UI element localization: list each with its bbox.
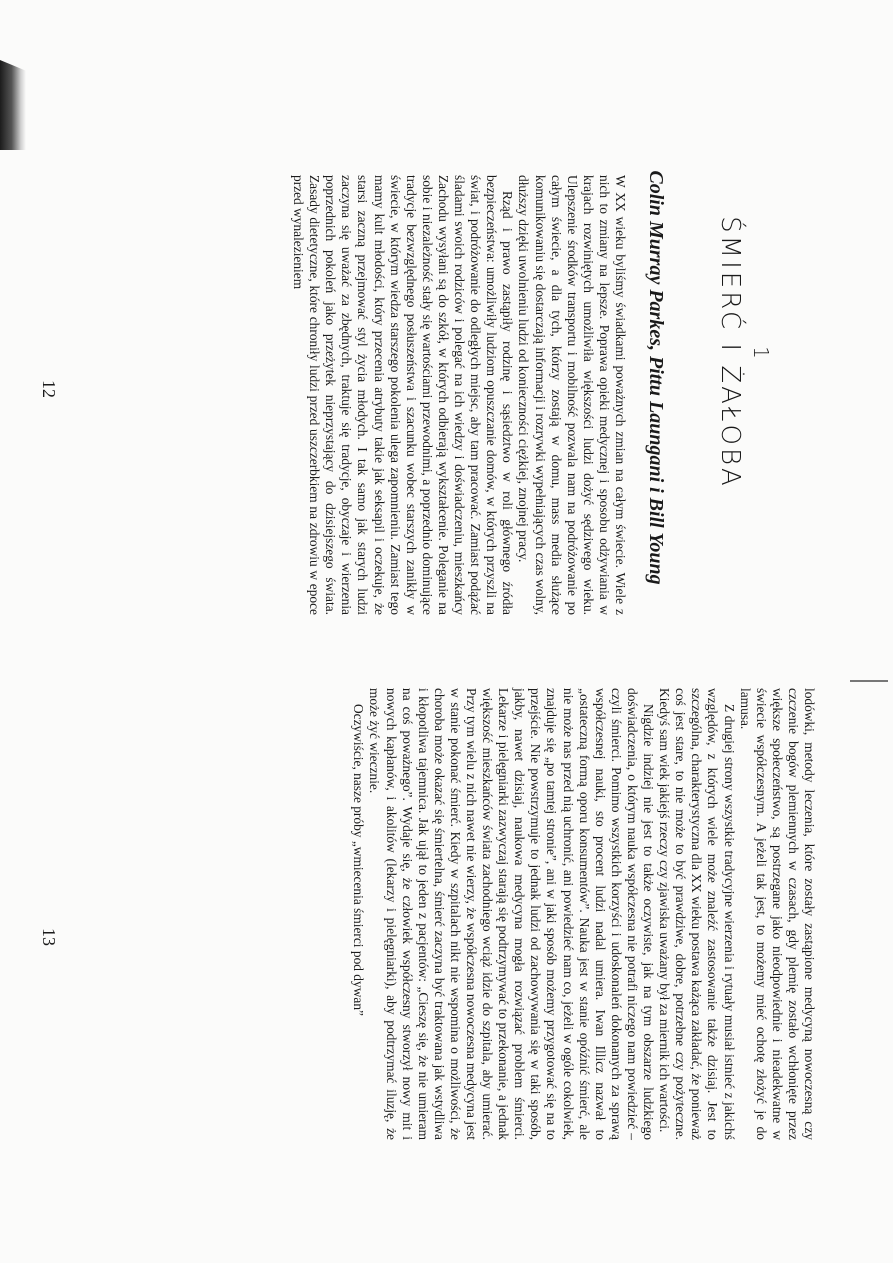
page-number-left: 12 xyxy=(39,380,59,398)
page-number-right: 13 xyxy=(39,928,59,946)
left-page-text xyxy=(290,175,628,615)
paragraph: lodówki, metody leczenia, które zostały zastąpione medycyną nowoczesną czy czczenie bogów plemiennych w czasach, gdy plemię zostało wchłonięte przez większe społeczeństwo, są postrzegane jako nieodpowiednie i nieadekwatne w świecie współczesnym. A jeżeli tak jest, to możemy mieć ochotę złożyć je do lamusa. xyxy=(737,688,817,1140)
paragraph: Oczywiście, nasze próby „wmiecenia śmierci pod dywan” xyxy=(351,704,367,1016)
paragraph: W XX wieku byliśmy świadkami poważnych zmian na całym świecie. Wiele z nich to zmiany na lepsze. Poprawa opieki medycznej i sposobu odżywiania w krajach rozwiniętych umożliwiła większości ludzi dożyć sędziwego wieku. Ulepszenie środków transportu i mobilność pozwala nam na podróżowanie po całym świecie, a dla tych, którzy zostają w domu, mass media służące komunikowaniu się dostarczają informacji i rozrywki wypełniających czas wolny, dłuższy dzięki uwolnieniu ludzi od konieczności ciężkiej, znojnej pracy. xyxy=(516,175,628,615)
right-page xyxy=(0,668,893,1228)
chapter-authors: Colin Murray Parkes, Pittu Laungani i Bill Young xyxy=(645,170,667,585)
paragraph: Z drugiej strony wszystkie tradycyjne wierzenia i rytuały musiał istnieć z jakichś względów, z których wiele może znaleźć zastosowanie także dzisiaj. Jest to szczególna, charakterystyczna dla XX wieku postawa każąca zakładać, że ponieważ coś jest stare, to nie może to być prawdziwe, dobre, potrzebne czy pożyteczne. Kiedyś sam wiek jakiejś rzeczy czy zjawiska uważany był za miernik ich wartości. xyxy=(657,688,737,1140)
paragraph: Nigdzie indziej nie jest to także oczywiste, jak na tym obszarze ludzkiego doświadczenia, o którym nauka współczesna nie potrafi niczego nam powiedzieć – czyli śmierci. Pomimo wszystkich korzyści i udoskonaleń dokonanych za sprawą współczesnej nauki, sto procent ludzi nadal umiera. Iwan Illicz nazwał to „ostateczną formą oporu konsumentów”. Nauka jest w stanie opóźnić śmierć, ale nie może nas przed nią uchronić, ani powiedzieć nam co, jeżeli w ogóle cokolwiek, znajduje się „po tamtej stronie”, ani w jaki sposób możemy przygotować się na to przejście. Nie powstrzymuje to jednak ludzi od zachowywania się w taki sposób, jakby, nawet dzisiaj, naukowa medycyna mogła rozwiązać problem śmierci. Lekarze i pielęgniarki zazwyczaj starają się podtrzymywać to przekonanie, a jednak większość mieszkańców świata zachodniego wciąż idzie do szpitala, aby umierać. Przy tym wielu z nich nawet nie wierzy, że współczesna nowoczesna medycyna jest w stanie pokonać śmierć. Kiedy w szpitalach nikt nie wspomina o możliwości, że choroba może okazać się śmiertelna, śmierć zaczyna być traktowana jak wstydliwa i kłopotliwa tajemnica. Jak ujął to jeden z pacjentów: „Cieszę się, że nie umieram na coś poważnego”. Wydaje się, że człowiek współczesny stworzył nowy mit i nowych kapłanów, i akolitów (lekarzy i pielęgniarki), aby podtrzymać iluzję, że może żyć wiecznie. xyxy=(367,688,657,1140)
chapter-title: ŚMIERĆ I ŻAŁOBA xyxy=(715,216,745,489)
chapter-number: 1 xyxy=(749,346,773,359)
paragraph: Rząd i prawo zastąpiły rodzinę i sąsiedztwo w roli głównego źródła bezpieczeństwa: umożliwiły ludziom opuszczanie domów, w których przyszli na świat, i podróżowanie do odległych miejsc, aby tam pracować. Zamiast podążać śladami swoich rodziców i polegać na ich wiedzy i doświadczeniu, mieszkańcy Zachodu wysyłani są do szkół, w których odbierają wykształcenie. Poleganie na sobie i niezależność stały się wartościami przewodnimi, a poprzednio dominujące tradycje bezwzględnego posłuszeństwa i szacunku wobec starszych zanikły w świecie, w którym wiedza starszego pokolenia ulega zapomnieniu. Zamiast tego mamy kult młodości, który przecenia atrybuty takie jak seksapil i oczekuje, że starsi zaczną przejmować styl życia młodych. I tak samo jak starych ludzi zaczyna się uważać za zbędnych, traktuje się tradycje, obyczaje i wierzenia poprzednich pokoleń jako przeżytek nieprzystający do dzisiejszego świata. Zasady dietetyczne, które chroniły ludzi przed uszczerbkiem na zdrowiu w epoce przed wynalezieniem xyxy=(291,175,516,615)
right-page-text xyxy=(350,688,817,1140)
left-page xyxy=(0,80,893,625)
